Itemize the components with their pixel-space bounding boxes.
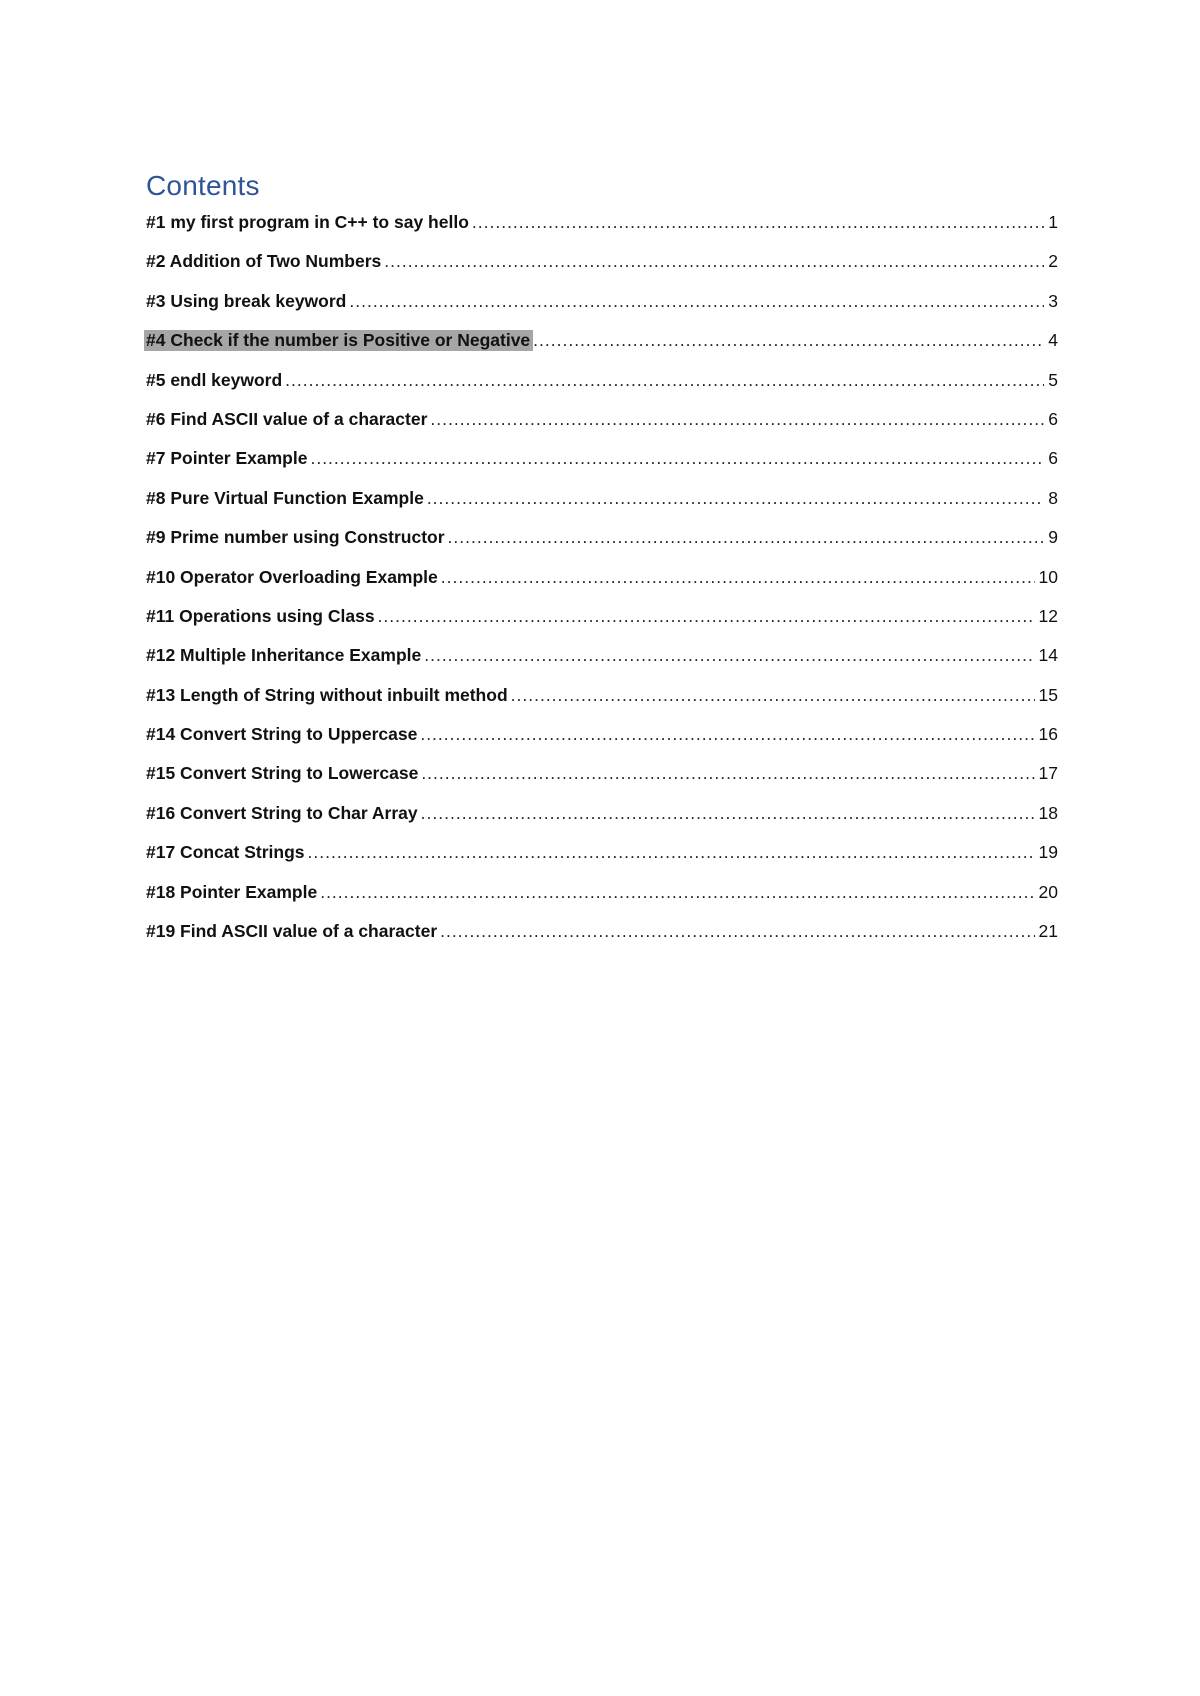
- toc-page-number: 18: [1038, 802, 1058, 823]
- toc-entry-label: #10 Operator Overloading Example: [146, 566, 438, 587]
- toc-dot-leader: [430, 409, 1044, 430]
- toc-entry-label: #12 Multiple Inheritance Example: [146, 645, 422, 666]
- toc-entry[interactable]: [146, 291, 1058, 330]
- toc-entry[interactable]: [146, 370, 1058, 409]
- toc-entry[interactable]: [146, 409, 1058, 448]
- toc-dot-leader: [310, 448, 1044, 469]
- toc-page-number: 9: [1048, 527, 1058, 548]
- toc-entry[interactable]: [146, 882, 1058, 921]
- toc-entry[interactable]: [146, 488, 1058, 527]
- toc-entry-label: #18 Pointer Example: [146, 881, 318, 902]
- toc-dot-leader: [441, 567, 1035, 588]
- toc-entry-label: #11 Operations using Class: [146, 605, 375, 626]
- toc-entry[interactable]: [146, 527, 1058, 566]
- toc-page-number: 15: [1038, 684, 1058, 705]
- toc-page-number: 12: [1038, 605, 1058, 626]
- toc-title: Contents: [146, 170, 260, 201]
- toc-entry[interactable]: [146, 763, 1058, 802]
- toc-entry-label: #14 Convert String to Uppercase: [146, 724, 418, 745]
- toc-page-number: 10: [1038, 566, 1058, 587]
- toc-dot-leader: [511, 685, 1035, 706]
- toc-entry[interactable]: [146, 251, 1058, 290]
- toc-dot-leader: [424, 645, 1034, 666]
- toc-dot-leader: [440, 921, 1034, 942]
- toc-entry-label: #16 Convert String to Char Array: [146, 802, 418, 823]
- toc-entry[interactable]: [146, 212, 1058, 251]
- toc-entry[interactable]: [146, 724, 1058, 763]
- table-of-contents: [146, 212, 1058, 960]
- toc-page-number: 6: [1048, 448, 1058, 469]
- toc-page-number: 4: [1048, 330, 1058, 351]
- toc-entry-label: #1 my first program in C++ to say hello: [146, 212, 469, 232]
- toc-entry-selected[interactable]: [146, 330, 1058, 369]
- toc-page-number: 2: [1048, 251, 1058, 272]
- toc-entry-label: #8 Pure Virtual Function Example: [146, 487, 424, 508]
- toc-page-number: 14: [1038, 645, 1058, 666]
- toc-dot-leader: [421, 803, 1035, 824]
- toc-entry-label: #9 Prime number using Constructor: [146, 527, 445, 548]
- toc-entry[interactable]: [146, 645, 1058, 684]
- toc-entry-label: #17 Concat Strings: [146, 842, 305, 863]
- toc-entry-label: #19 Find ASCII value of a character: [146, 921, 438, 942]
- toc-dot-leader: [285, 370, 1044, 391]
- toc-entry-label: #5 endl keyword: [146, 369, 283, 390]
- toc-dot-leader: [427, 488, 1044, 509]
- toc-entry-label: #7 Pointer Example: [146, 448, 308, 469]
- toc-entry-label: #15 Convert String to Lowercase: [146, 763, 419, 784]
- toc-entry[interactable]: [146, 567, 1058, 606]
- toc-entry-label: #2 Addition of Two Numbers: [146, 251, 382, 272]
- toc-page-number: 20: [1038, 881, 1058, 902]
- toc-entry[interactable]: [146, 842, 1058, 881]
- toc-dot-leader: [472, 212, 1044, 233]
- toc-page-number: 16: [1038, 724, 1058, 745]
- toc-page-number: 21: [1038, 921, 1058, 942]
- toc-entry[interactable]: [146, 606, 1058, 645]
- toc-entry-label: #6 Find ASCII value of a character: [146, 408, 428, 429]
- toc-entry[interactable]: [146, 803, 1058, 842]
- toc-dot-leader: [533, 330, 1044, 351]
- toc-dot-leader: [349, 291, 1044, 312]
- toc-dot-leader: [384, 251, 1044, 272]
- toc-page-number: 5: [1048, 369, 1058, 390]
- toc-page-number: 17: [1038, 763, 1058, 784]
- toc-page-number: 19: [1038, 842, 1058, 863]
- toc-dot-leader: [308, 842, 1035, 863]
- toc-dot-leader: [448, 527, 1045, 548]
- toc-page-number: 8: [1048, 487, 1058, 508]
- toc-entry-label-highlighted: #4 Check if the number is Positive or Negative: [144, 330, 533, 351]
- toc-dot-leader: [378, 606, 1035, 627]
- toc-entry[interactable]: [146, 921, 1058, 960]
- toc-page-number: 1: [1048, 212, 1058, 232]
- toc-dot-leader: [320, 882, 1034, 903]
- toc-page-number: 6: [1048, 408, 1058, 429]
- toc-entry-label: #13 Length of String without inbuilt method: [146, 684, 508, 705]
- toc-dot-leader: [421, 763, 1034, 784]
- toc-page-number: 3: [1048, 290, 1058, 311]
- toc-entry-label: #3 Using break keyword: [146, 290, 347, 311]
- toc-entry[interactable]: [146, 448, 1058, 487]
- toc-dot-leader: [420, 724, 1034, 745]
- toc-entry[interactable]: [146, 685, 1058, 724]
